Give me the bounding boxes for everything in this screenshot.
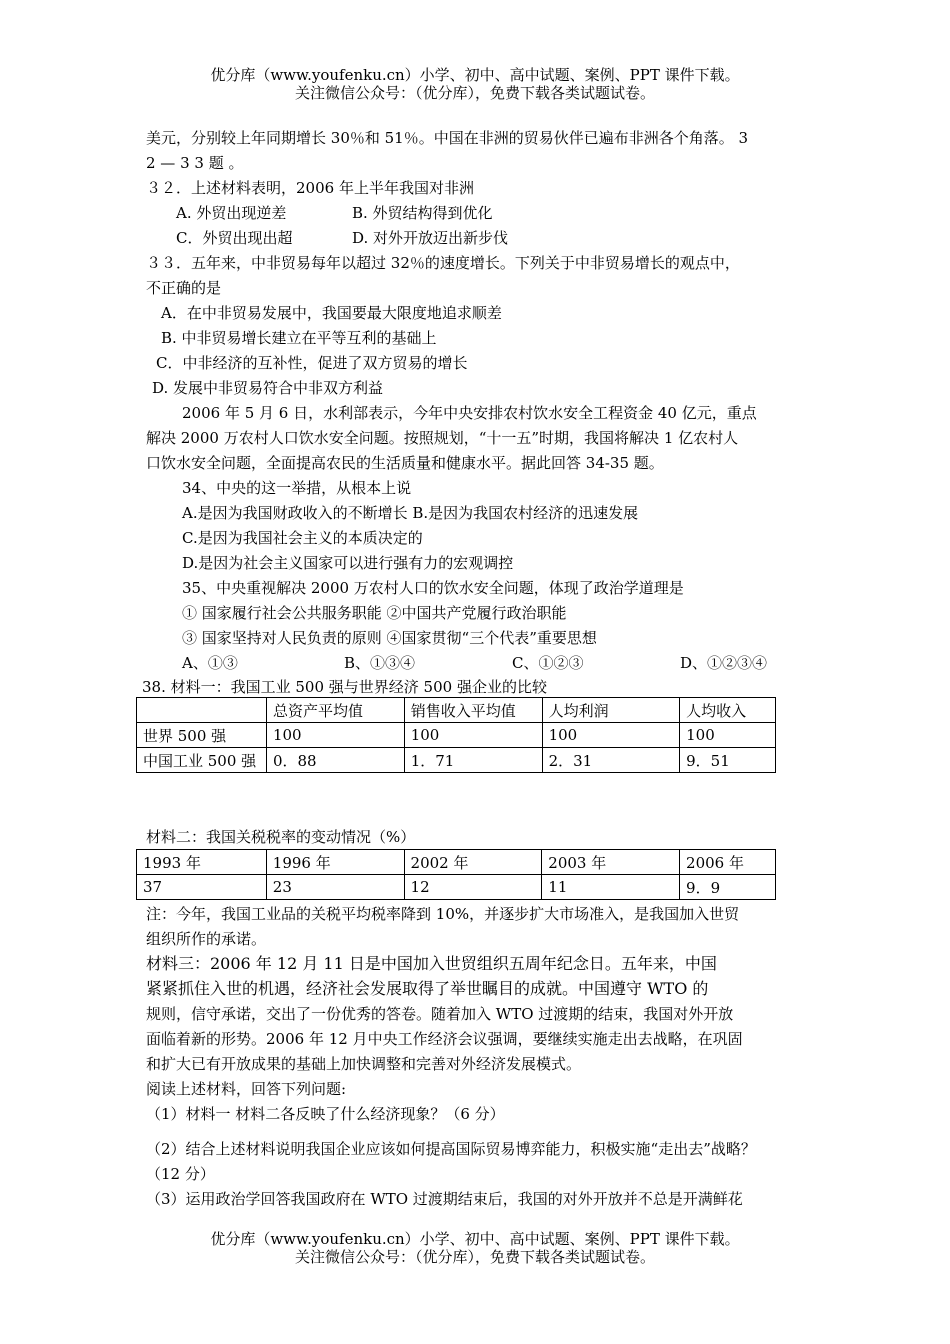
note-line-1: 注：今年，我国工业品的关税平均税率降到 10%，并逐步扩大市场准入，是我国加入世贸 (146, 905, 740, 923)
q35-statements-34: ③ 国家坚持对人民负责的原则 ④国家贯彻“三个代表”重要思想 (182, 629, 597, 647)
table-cell: 9．51 (680, 748, 776, 773)
table-cell: 世界 500 强 (137, 723, 267, 748)
table-header-cell: 1996 年 (266, 850, 404, 875)
table-header-cell: 人均收入 (680, 698, 776, 723)
table-row (137, 875, 776, 900)
table-cell: 100 (680, 723, 776, 748)
material-3-line-2: 紧紧抓住入世的机遇，经济社会发展取得了举世瞩目的成就。中国遵守 WTO 的 (146, 979, 709, 998)
q33-option-a: A．在中非贸易发展中，我国要最大限度地追求顺差 (161, 304, 502, 322)
material-1-title: 38. 材料一：我国工业 500 强与世界经济 500 强企业的比较 (142, 678, 547, 696)
table-cell: 100 (266, 723, 404, 748)
sub-question-2a: （2）结合上述材料说明我国企业应该如何提高国际贸易博弈能力，积极实施“走出去”战略？ (146, 1140, 756, 1158)
material-3-line-1: 材料三：2006 年 12 月 11 日是中国加入世贸组织五周年纪念日。五年来，中国 (146, 954, 717, 973)
q34-option-d: D.是因为社会主义国家可以进行强有力的宏观调控 (182, 554, 514, 572)
sub-question-3: （3）运用政治学回答我国政府在 WTO 过渡期结束后，我国的对外开放并不总是开满鲜花 (146, 1190, 743, 1208)
q35-statements-12: ① 国家履行社会公共服务职能 ②中国共产党履行政治职能 (182, 604, 567, 622)
instruction: 阅读上述材料，回答下列问题: (146, 1080, 347, 1098)
table-row (137, 748, 776, 773)
q35-stem: 35、中央重视解决 2000 万农村人口的饮水安全问题，体现了政治学道理是 (182, 579, 684, 597)
passage-line-3: 口饮水安全问题，全面提高农民的生活质量和健康水平。据此回答 34-35 题。 (146, 454, 664, 472)
intro-line-1: 美元，分别较上年同期增长 30％和 51％。中国在非洲的贸易伙伴已遍布非洲各个角落。 3 (146, 129, 749, 147)
comparison-table (136, 697, 776, 773)
q35-option-c: C、①②③ (512, 654, 584, 672)
q33-stem-2: 不正确的是 (146, 279, 222, 297)
table-cell (137, 698, 267, 723)
table-cell: 中国工业 500 强 (137, 748, 267, 773)
table-cell: 12 (404, 875, 542, 900)
passage-line-1: 2006 年 5 月 6 日，水利部表示，今年中央安排农村饮水安全工程资金 40 亿元，重点 (182, 404, 757, 422)
table-row (137, 850, 776, 875)
table-cell: 2．31 (542, 748, 680, 773)
q34-stem: 34、中央的这一举措，从根本上说 (182, 479, 412, 497)
page-footer-line1: 优分库（www.youfenku.cn）小学、初中、高中试题、案例、PPT 课件下载。 (210, 1230, 740, 1248)
material-3-line-5: 和扩大已有开放成果的基础上加快调整和完善对外经济发展模式。 (146, 1055, 582, 1073)
sub-question-2b: （12 分） (146, 1165, 215, 1183)
q32-option-c: C．外贸出现出超 (176, 229, 293, 247)
table-cell: 100 (404, 723, 542, 748)
q34-options-ab: A.是因为我国财政收入的不断增长 B.是因为我国农村经济的迅速发展 (182, 504, 639, 522)
q33-option-c: C．中非经济的互补性，促进了双方贸易的增长 (156, 354, 468, 372)
material-3-line-4: 面临着新的形势。2006 年 12 月中央工作经济会议强调，要继续实施走出去战略，在巩固 (146, 1030, 743, 1048)
table-header-cell: 2002 年 (404, 850, 542, 875)
table-row (137, 723, 776, 748)
table-header-cell: 总资产平均值 (266, 698, 404, 723)
tariff-table (136, 849, 776, 900)
table-cell: 1．71 (404, 748, 542, 773)
note-line-2: 组织所作的承诺。 (146, 930, 267, 948)
table-header-cell: 2003 年 (542, 850, 680, 875)
q32-stem: ３２．上述材料表明，2006 年上半年我国对非洲 (146, 179, 474, 197)
table-cell: 11 (542, 875, 680, 900)
q33-option-b: B. 中非贸易增长建立在平等互利的基础上 (161, 329, 437, 347)
q32-option-b: B. 外贸结构得到优化 (352, 204, 493, 222)
sub-question-1: （1）材料一 材料二各反映了什么经济现象？（6 分） (146, 1105, 505, 1123)
table-header-cell: 2006 年 (680, 850, 776, 875)
table-header-cell: 人均利润 (542, 698, 680, 723)
page-header-line2: 关注微信公众号：（优分库），免费下载各类试题试卷。 (294, 84, 655, 102)
intro-line-2: 2 — 3 3 题 。 (146, 154, 244, 172)
table-header-cell: 销售收入平均值 (404, 698, 542, 723)
material-3-line-3: 规则，信守承诺，交出了一份优秀的答卷。随着加入 WTO 过渡期的结束，我国对外开放 (146, 1005, 734, 1023)
page-footer-line2: 关注微信公众号：（优分库），免费下载各类试题试卷。 (294, 1248, 655, 1266)
q33-stem-1: ３３．五年来，中非贸易每年以超过 32％的速度增长。下列关于中非贸易增长的观点中， (146, 254, 740, 272)
table-cell: 100 (542, 723, 680, 748)
table-cell: 23 (266, 875, 404, 900)
q34-option-c: C.是因为我国社会主义的本质决定的 (182, 529, 423, 547)
q33-option-d: D. 发展中非贸易符合中非双方利益 (152, 379, 384, 397)
table-row (137, 698, 776, 723)
q32-option-a: A. 外贸出现逆差 (176, 204, 287, 222)
table-cell: 37 (137, 875, 267, 900)
material-2-title: 材料二：我国关税税率的变动情况（%） (146, 828, 416, 846)
q35-option-d: D、①②③④ (680, 654, 768, 672)
page-header-line1: 优分库（www.youfenku.cn）小学、初中、高中试题、案例、PPT 课件下载。 (210, 66, 740, 84)
table-cell: 9．9 (680, 875, 776, 900)
q35-option-b: B、①③④ (344, 654, 416, 672)
q32-option-d: D. 对外开放迈出新步伐 (352, 229, 509, 247)
table-cell: 0．88 (266, 748, 404, 773)
q35-option-a: A、①③ (182, 654, 238, 672)
table-header-cell: 1993 年 (137, 850, 267, 875)
passage-line-2: 解决 2000 万农村人口饮水安全问题。按照规划，“十一五”时期，我国将解决 1 亿农村人 (146, 429, 739, 447)
